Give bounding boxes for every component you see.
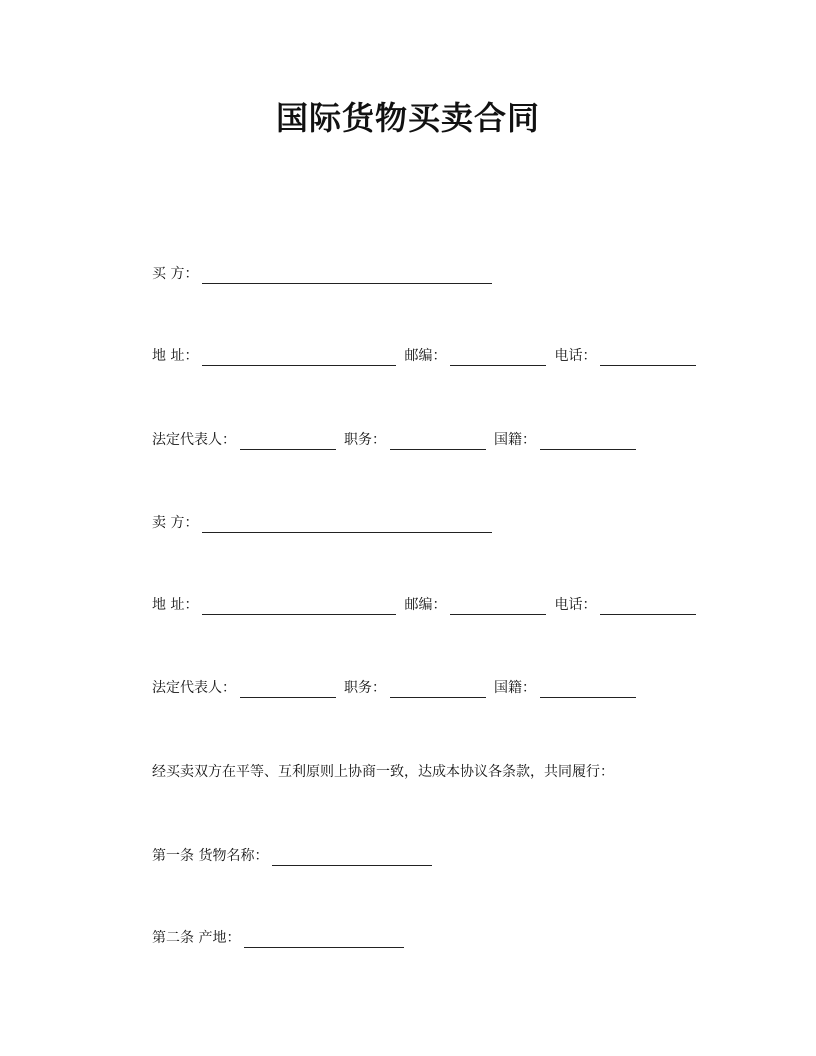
buyer-position-blank[interactable] — [390, 431, 486, 450]
preamble-text: 经买卖双方在平等、互利原则上协商一致，达成本协议各条款，共同履行： — [152, 764, 614, 780]
seller-phone-blank[interactable] — [600, 596, 696, 615]
buyer-nationality-blank[interactable] — [540, 431, 636, 450]
seller-phone-label: 电话： — [554, 597, 597, 613]
buyer-address-label: 地 址： — [152, 348, 199, 364]
seller-label: 卖 方： — [152, 515, 199, 531]
buyer-address-row — [152, 344, 696, 366]
origin-blank[interactable] — [244, 929, 404, 948]
article-2-row — [152, 926, 404, 948]
buyer-rep-blank[interactable] — [240, 431, 336, 450]
buyer-address-blank[interactable] — [202, 347, 396, 366]
buyer-row — [152, 262, 492, 284]
buyer-name-blank[interactable] — [202, 265, 492, 284]
seller-rep-row — [152, 676, 636, 698]
buyer-postcode-blank[interactable] — [450, 347, 546, 366]
seller-nationality-blank[interactable] — [540, 679, 636, 698]
seller-rep-label: 法定代表人： — [152, 680, 236, 696]
seller-name-blank[interactable] — [202, 514, 492, 533]
buyer-rep-label: 法定代表人： — [152, 432, 236, 448]
document-title: 国际货物买卖合同 — [275, 99, 540, 137]
seller-position-blank[interactable] — [390, 679, 486, 698]
buyer-label: 买 方： — [152, 266, 199, 282]
buyer-position-label: 职务： — [344, 432, 386, 448]
buyer-phone-label: 电话： — [554, 348, 597, 364]
seller-address-label: 地 址： — [152, 597, 199, 613]
seller-address-row — [152, 593, 696, 615]
seller-postcode-blank[interactable] — [450, 596, 546, 615]
seller-postcode-label: 邮编： — [404, 597, 447, 613]
seller-rep-blank[interactable] — [240, 679, 336, 698]
seller-nationality-label: 国籍： — [494, 680, 536, 696]
article-1-label: 第一条 货物名称： — [152, 848, 269, 864]
buyer-nationality-label: 国籍： — [494, 432, 536, 448]
seller-address-blank[interactable] — [202, 596, 396, 615]
article-1-row — [152, 844, 432, 866]
article-2-label: 第二条 产地： — [152, 930, 241, 946]
buyer-rep-row — [152, 428, 636, 450]
buyer-postcode-label: 邮编： — [404, 348, 447, 364]
goods-name-blank[interactable] — [272, 847, 432, 866]
seller-row — [152, 511, 492, 533]
buyer-phone-blank[interactable] — [600, 347, 696, 366]
seller-position-label: 职务： — [344, 680, 386, 696]
